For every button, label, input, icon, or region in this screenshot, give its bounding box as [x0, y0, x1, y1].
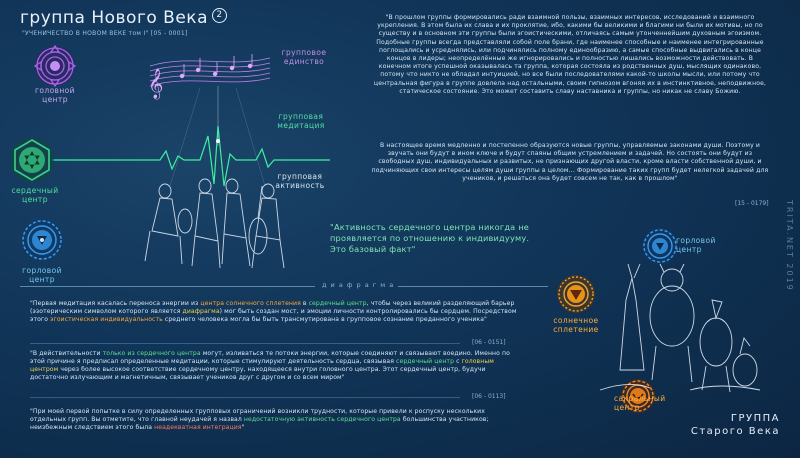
q1-text-1: "Первая медитация касалась переноса энергии из [30, 300, 201, 307]
diaphragm-line-right [398, 286, 548, 287]
bottom-quote-1-ref: [06 - 0151] [472, 339, 506, 346]
q1-text-2: в [300, 300, 309, 307]
solar-plexus-icon [557, 275, 595, 313]
bottom-quote-3 [30, 408, 520, 432]
q1-text-3: , чтобы через великий разделяющий барьер (эзотерическим символом которого является [30, 300, 515, 315]
top-quote-paragraph-1: "В прошлом группы формировались ради взаимной пользы, взаимных интересов, исследований и взаимного укрепления. В этом была их слава и их проклятие, ибо, какими бы великими и благими ни были их мотивы, но по существу и в основном эти группы были эгоистическими, отличаясь самым утонченнейшим духовным эгоизмом. Подобные группы всегда представляли собой поле брани, где наименее способные и наименее интегрированные поглощались и усреднялись, или подчинялись полному единообразию, а самые способные выдвигались в конце концов в лидеры; неопределённые же игнорировались и полностью лишались возможности действовать. В конечном итоге успешной оказывалась та группа, которая состояла из родственных душ, мыслящих одинаково, потому что никто не обладал интуицией, но все были последователями какой-то школы мысли, или потому что центральная фигура в группе довлела над остальными, своим гипнозом вгоняя их в инстинктивное, неподвижное, статическое состояние. Это может составить славу наставника и группы, но никак не славу Божию. [373, 14, 767, 95]
throat-center-icon-right [642, 228, 678, 264]
q2-text-4: через более высокое соответствие сердечному центру, находящееся внутри головного центра. Этот сердечный центр, будучи достаточно излучающим и магнетичным, связывает учеников друг с другом и со всем миром" [30, 366, 486, 381]
group-activity-label: групповая активность [275, 172, 325, 190]
group-unity-label: групповое единство [281, 48, 327, 66]
head-center-icon [35, 46, 75, 86]
subtitle: "УЧЕНИЧЕСТВО В НОВОМ ВЕКЕ том I" [05 - 0001] [22, 30, 188, 37]
q1-text-5: среднего человека могла бы быть трансмутирована в групповое сознание преданного ученика" [162, 316, 487, 323]
bottom-quote-2 [30, 350, 520, 382]
group-meditation-label: групповая медитация [277, 112, 325, 130]
new-group-illustration [0, 36, 330, 286]
diaphragm-line-left [20, 286, 315, 287]
throat-center-label-right: горловой центр [676, 236, 716, 254]
heart-activity-quote: "Активность сердечного центра никогда не проявляется по отношению к индивидууму. Это базовый факт" [330, 222, 530, 254]
q2-highlight-heart-only: только из сердечного центра [102, 350, 201, 357]
q3-text-2: большинства участников; неизбежным следствием этого была [30, 416, 489, 431]
diaphragm-label: д и а ф р а г м а [322, 281, 395, 289]
throat-center-label-left: горловой центр [22, 266, 62, 284]
old-group-title: ГРУППА Старого Века [690, 413, 780, 437]
quote-separator-1 [30, 343, 460, 344]
animal-musicians-figure [600, 264, 760, 392]
vertical-watermark: TRITA.NET 2019 [785, 200, 794, 292]
bottom-quote-2-ref: [06 - 0113] [472, 393, 506, 400]
q1-highlight-solar: центра солнечного сплетения [200, 300, 301, 307]
q1-text-4: ) мог быть создан мост, и эмоции личности контролировались бы сердцем. Посредством этого [30, 308, 517, 323]
top-quote-ref: [15 - 0179] [735, 200, 769, 207]
title-number-badge: 2 [212, 8, 227, 23]
q1-highlight-heart: сердечный центр [308, 300, 367, 307]
heart-center-icon [10, 138, 54, 182]
q3-text-1: "При моей первой попытке в силу определенных групповых ограничений возникли трудности, которые привели к роспуску нескольких отдельных групп. Вы отметите, что главной неудачей я назвал [30, 408, 485, 423]
q2-text-1: "В действительности [30, 350, 103, 357]
q3-highlight-heart-activity: недостаточную активность сердечного центра [243, 416, 401, 423]
sacral-center-label: сакральный центр [614, 394, 666, 412]
q3-highlight-integration: неадекватная интеграция [154, 424, 242, 431]
page-title [20, 8, 227, 28]
q1-highlight-diaphragm: диафрагма [182, 308, 220, 315]
head-center-label: головной центр [35, 86, 75, 104]
throat-center-icon-left [21, 219, 63, 261]
q1-highlight-ego: эгоистическая индивидуальность [50, 316, 163, 323]
quote-separator-2 [30, 397, 460, 398]
q2-text-2: могут, изливаться те потоки энергии, которые соединяют и связывают воедино. Именно по этой причине я предписал определенные медитации, которые стимулируют деятельность сердца, связывая [30, 350, 510, 365]
q2-highlight-heart: сердечный центр [396, 358, 455, 365]
q2-highlight-head: головным центром [30, 358, 494, 373]
bottom-quote-1 [30, 300, 520, 324]
solar-plexus-label: солнечное сплетение [553, 316, 599, 334]
q2-text-3: с [454, 358, 462, 365]
top-quote-paragraph-2: В настоящее время медленно и постепенно образуются новые группы, управляемые законами души. Поэтому и звучать они будут в ином ключе и будут спаяны общим устремлением и задачей. Но состоять они будут из свободных душ, индивидуальных и развитых, не признающих другой власти, кроме власти собственной души, и подчиняющих свои интересы целям души группы в целом... Формирование таких групп будет нелегкой задачей для учеников, и решаться она будет совсем не так, как в прошлом" [371, 142, 769, 182]
heart-center-label: сердечный центр [11, 186, 59, 204]
title-text: группа Нового Века [20, 8, 208, 28]
q3-text-3: " [241, 424, 245, 431]
string-quartet-figure [145, 179, 284, 268]
svg-text:𝄞: 𝄞 [148, 69, 164, 99]
